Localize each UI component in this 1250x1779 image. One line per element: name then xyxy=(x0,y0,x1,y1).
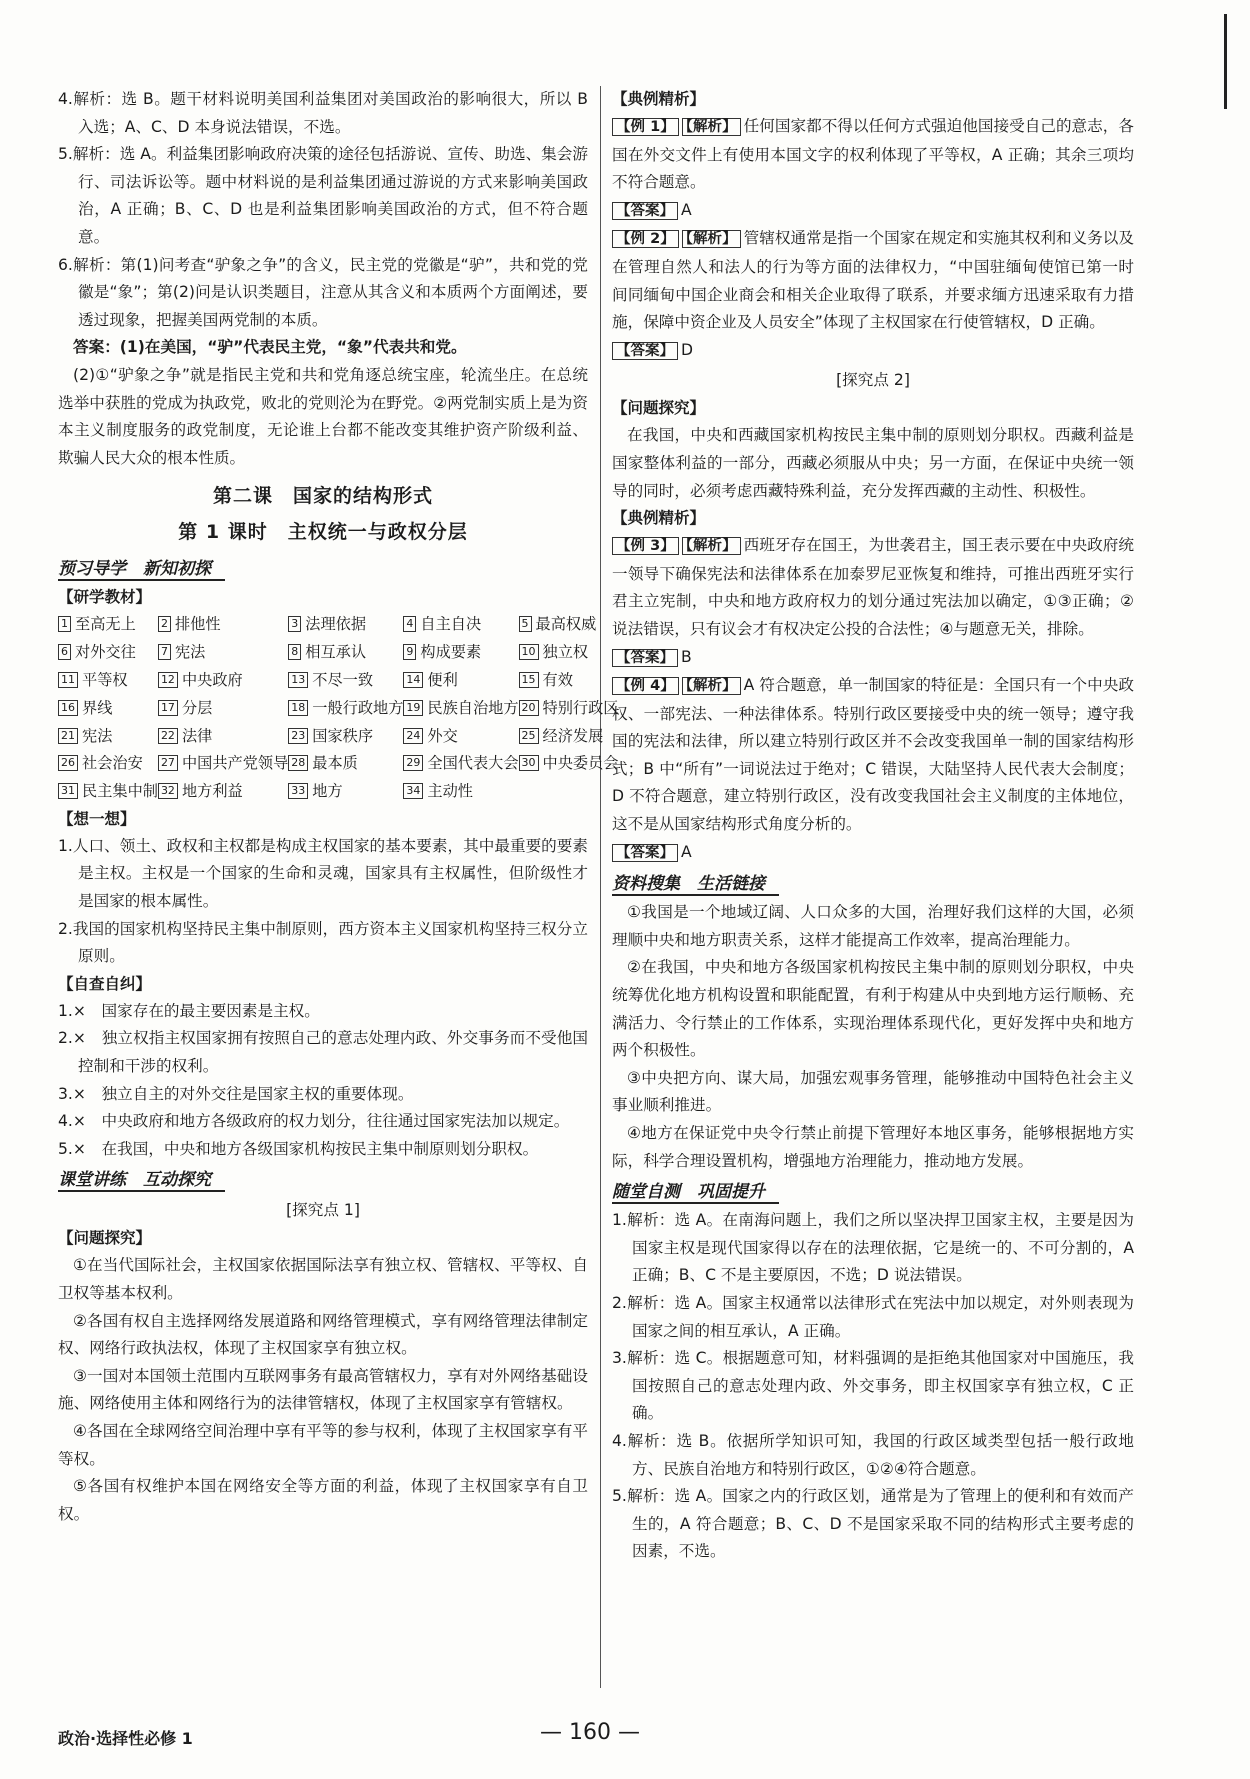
right-column xyxy=(612,86,1134,1566)
example-4-answer-value: A xyxy=(681,842,692,861)
term-text: 主动性 xyxy=(427,782,473,801)
answer-label: 【答案】 xyxy=(612,844,678,862)
term-number: 6 xyxy=(58,644,71,660)
term-text: 中央委员会 xyxy=(542,754,619,773)
term-item xyxy=(58,639,158,667)
term-text: 独立权 xyxy=(542,643,589,662)
footer-title: 政治·选择性必修 1 xyxy=(58,1729,193,1748)
term-item xyxy=(288,723,403,751)
section-info-label: 资料搜集 生活链接 xyxy=(612,874,779,896)
term-item xyxy=(519,639,619,667)
tag-examples-1: 【典例精析】 xyxy=(612,90,706,108)
example-3 xyxy=(612,532,1134,643)
test-2: 2.解析：选 A。国家主权通常以法律形式在宪法中加以规定，对外则表现为国家之间的相互承认，A 正确。 xyxy=(612,1293,1134,1340)
example-4-text: A 符合题意，单一制国家的特征是：全国只有一个中央政权、一部宪法、一种法律体系。特别行政区要接受中央的统一领导；遵守我国的宪法和法律，所以建立特别行政区并不会改变我国单一制的国家结构形式；B 中“所有”一词说法过于绝对；C 错误，大陆坚持人民代表大会制度；D 不符合题意，建立特别行政区，没有改变我国社会主义制度的主体地位，这不是从国家结构形式角度分析的。 xyxy=(612,676,1135,834)
check-2: 2.× 独立权指主权国家拥有按照自己的意志处理内政、外交事务而不受他国控制和干涉的权利。 xyxy=(58,1029,588,1076)
term-number: 18 xyxy=(288,700,308,716)
check-1: 1.× 国家存在的最主要因素是主权。 xyxy=(58,1001,320,1020)
term-number: 4 xyxy=(403,616,416,632)
analysis-label: 【解析】 xyxy=(682,537,741,555)
example-4 xyxy=(612,672,1134,839)
term-text: 中央政府 xyxy=(181,670,243,689)
example-2-text: 管辖权通常是指一个国家在规定和实施其权利和义务以及在管理自然人和法人的行为等方面的法律权力，“中国驻缅甸使馆已第一时间同缅甸中国企业商会和相关企业取得了联系，并要求缅方迅速采取有力措施，保障中资企业及人员安全”体现了主权国家在行使管辖权，D 正确。 xyxy=(612,229,1134,332)
term-item xyxy=(288,667,403,695)
section-class xyxy=(58,1165,588,1195)
test-3: 3.解析：选 C。根据题意可知，材料强调的是拒绝其他国家对中国施压，我国按照自己的意志处理内政、外交事务，即主权国家享有独立权，C 正确。 xyxy=(612,1349,1134,1423)
term-number: 8 xyxy=(288,644,301,660)
answer-label: 【答案】 xyxy=(612,649,678,667)
inquiry-2: ②各国有权自主选择网络发展道路和网络管理模式，享有网络管理法律制定权、网络行政执法权，体现了主权国家享有独立权。 xyxy=(58,1311,588,1358)
example-1-text: 任何国家都不得以任何方式强迫他国接受自己的意志，各国在外交文件上有使用本国文字的权利体现了平等权，A 正确；其余三项均不符合题意。 xyxy=(612,117,1134,192)
answer-5: 5.解析：选 A。利益集团影响政府决策的途径包括游说、宣传、助选、集会游行、司法诉讼等。题中材料说的是利益集团通过游说的方式来影响美国政治，A 正确；B、C、D 也是利益集团影响美国政治的方式，但不符合题意。 xyxy=(58,145,588,246)
inquiry-point-1: [探究点 1] xyxy=(286,1201,360,1220)
term-item xyxy=(519,723,619,751)
term-item xyxy=(158,723,288,751)
analysis-label: 【解析】 xyxy=(682,118,741,136)
think-2: 2.我国的国家机构坚持民主集中制原则，西方资本主义国家机构坚持三权分立原则。 xyxy=(58,919,588,966)
example-2-answer-value: D xyxy=(681,340,694,359)
term-item xyxy=(519,750,619,778)
section-preview-label: 预习导学 新知初探 xyxy=(58,559,225,581)
term-number: 17 xyxy=(158,700,178,716)
term-number: 34 xyxy=(403,783,423,799)
section-class-label: 课堂讲练 互动探究 xyxy=(58,1170,225,1192)
analysis-label: 【解析】 xyxy=(682,230,741,248)
term-number: 7 xyxy=(158,644,171,660)
term-text: 外交 xyxy=(427,726,458,745)
tag-inquiry-1: 【问题探究】 xyxy=(58,1229,152,1248)
term-text: 一般行政地方 xyxy=(312,698,404,717)
term-number: 26 xyxy=(58,755,78,771)
test-4: 4.解析：选 B。依据所学知识可知，我国的行政区域类型包括一般行政地方、民族自治地方和特别行政区，①②④符合题意。 xyxy=(612,1431,1134,1478)
answer-4: 4.解析：选 B。题干材料说明美国利益集团对美国政治的影响很大，所以 B 入选；A、C、D 本身说法错误，不选。 xyxy=(58,90,588,136)
term-number: 31 xyxy=(58,783,78,799)
section-info xyxy=(612,869,1134,899)
term-item xyxy=(519,611,619,639)
term-text: 排他性 xyxy=(174,615,221,634)
inquiry-3: ③一国对本国领土范围内互联网事务有最高管辖权力，享有对外网络基础设施、网络使用主体和网络行为的法律管辖权，体现了主权国家享有管辖权。 xyxy=(58,1366,588,1413)
term-text: 法理依据 xyxy=(305,615,366,634)
term-number: 10 xyxy=(519,644,539,660)
term-number: 12 xyxy=(158,672,178,688)
term-number: 30 xyxy=(519,755,539,771)
example-2 xyxy=(612,225,1134,336)
term-number: 19 xyxy=(403,700,423,716)
term-text: 对外交往 xyxy=(75,643,136,662)
example-1 xyxy=(612,113,1134,197)
term-text: 平等权 xyxy=(82,670,128,689)
term-text: 不尽一致 xyxy=(312,670,373,689)
page-number: — 160 — xyxy=(540,1720,640,1745)
term-number: 28 xyxy=(288,755,308,771)
term-number: 21 xyxy=(58,728,78,744)
term-number: 33 xyxy=(288,783,308,799)
term-text: 中国共产党领导 xyxy=(181,754,289,773)
term-text: 社会治安 xyxy=(82,754,143,773)
term-number: 13 xyxy=(288,672,308,688)
term-number: 5 xyxy=(519,616,532,632)
term-item xyxy=(58,750,158,778)
term-item xyxy=(288,778,403,806)
term-number: 32 xyxy=(158,783,178,799)
term-text: 全国代表大会 xyxy=(427,754,519,773)
term-text: 宪法 xyxy=(174,643,206,662)
term-item xyxy=(403,750,518,778)
lesson-title: 第二课 国家的结构形式 xyxy=(212,485,433,508)
tag-examples-2: 【典例精析】 xyxy=(612,509,706,528)
info-1: ①我国是一个地域辽阔、人口众多的大国，治理好我们这样的大国，必须理顺中央和地方职责关系，这样才能提高工作效率，提高治理能力。 xyxy=(612,903,1134,949)
term-number: 20 xyxy=(519,700,539,716)
term-item xyxy=(158,750,288,778)
term-item xyxy=(58,778,158,806)
edge-mark xyxy=(1224,14,1227,109)
example-3-label: 【例 3】 xyxy=(612,537,679,555)
term-text: 最高权威 xyxy=(535,615,597,634)
term-item xyxy=(403,611,518,639)
term-number: 15 xyxy=(519,672,539,688)
inquiry-point-2: [探究点 2] xyxy=(836,371,910,390)
info-3: ③中央把方向、谋大局，加强宏观事务管理，能够推动中国特色社会主义事业顺利推进。 xyxy=(612,1068,1134,1115)
section-test-label: 随堂自测 巩固提升 xyxy=(612,1182,779,1204)
term-item xyxy=(158,778,288,806)
tag-think: 【想一想】 xyxy=(58,809,136,828)
term-number: 9 xyxy=(403,644,416,660)
term-number: 27 xyxy=(158,755,178,771)
term-item xyxy=(288,750,403,778)
example-2-label: 【例 2】 xyxy=(612,230,679,248)
term-item xyxy=(158,667,288,695)
column-divider xyxy=(600,86,601,1688)
term-number: 3 xyxy=(288,616,301,632)
term-text: 最本质 xyxy=(312,754,358,773)
term-text: 构成要素 xyxy=(420,643,482,662)
answer-6: 6.解析：第(1)问考查“驴象之争”的含义，民主党的党徽是“驴”，共和党的党徽是“象”；第(2)问是认识类题目，注意从其含义和本质两个方面阐述，要透过现象，把握美国两党制的本质。 xyxy=(58,255,588,329)
term-text: 法律 xyxy=(181,726,213,745)
term-number: 2 xyxy=(158,616,171,632)
left-column xyxy=(58,86,619,1528)
term-text: 界线 xyxy=(82,698,113,717)
example-3-answer-value: B xyxy=(681,647,692,666)
term-number: 22 xyxy=(158,728,178,744)
info-2: ②在我国，中央和地方各级国家机构按民主集中制的原则划分职权，中央统筹优化地方机构设置和职能配置，有利于构建从中央到地方运行顺畅、充满活力、令行禁止的工作体系，实现治理体系现代化，更好发挥中央和地方两个积极性。 xyxy=(612,958,1134,1060)
inquiry-point-2-text: 在我国，中央和西藏国家机构按民主集中制的原则划分职权。西藏利益是国家整体利益的一部分，西藏必须服从中央；另一方面，在保证中央统一领导的同时，必须考虑西藏特殊利益，充分发挥西藏的主动性、积极性。 xyxy=(612,426,1134,500)
term-text: 自主自决 xyxy=(420,615,482,634)
term-text: 国家秩序 xyxy=(312,726,373,745)
think-1: 1.人口、领土、政权和主权都是构成主权国家的基本要素，其中最重要的要素是主权。主权是一个国家的生命和灵魂，国家具有主权属性，但阶级性才是国家的根本属性。 xyxy=(58,836,588,911)
term-number: 14 xyxy=(403,672,423,688)
term-item xyxy=(58,667,158,695)
period-title: 第 1 课时 主权统一与政权分层 xyxy=(178,521,468,544)
term-item xyxy=(288,695,403,723)
check-5: 5.× 在我国，中央和地方各级国家机构按民主集中制原则划分职权。 xyxy=(58,1139,539,1158)
term-item xyxy=(58,723,158,751)
term-number: 16 xyxy=(58,700,78,716)
section-test xyxy=(612,1177,1134,1207)
test-1: 1.解析：选 A。在南海问题上，我们之所以坚决捍卫国家主权，主要是因为国家主权是现代国家得以存在的法理依据，它是统一的、不可分割的，A 正确；B、C 不是主要原因，不选；D 说法错误。 xyxy=(612,1211,1134,1285)
term-item xyxy=(403,667,518,695)
term-text: 民族自治地方 xyxy=(427,698,519,717)
term-text: 便利 xyxy=(427,670,458,689)
term-item xyxy=(403,695,518,723)
term-item xyxy=(288,611,403,639)
example-4-label: 【例 4】 xyxy=(612,677,679,695)
check-4: 4.× 中央政府和地方各级政府的权力划分，往往通过国家宪法加以规定。 xyxy=(58,1112,570,1131)
term-text: 相互承认 xyxy=(305,643,366,662)
term-item xyxy=(58,611,158,639)
term-text: 至高无上 xyxy=(75,615,136,634)
example-3-text: 西班牙存在国王，为世袭君主，国王表示要在中央政府统一领导下确保宪法和法律体系在加泰罗尼亚恢复和维持，可推出西班牙实行君主立宪制，中央和地方政府权力的划分通过宪法加以确定，①③正确；②说法错误，只有议会才有权决定公投的合法性；④与题意无关，排除。 xyxy=(612,536,1134,638)
tag-check: 【自查自纠】 xyxy=(58,974,152,993)
term-item xyxy=(403,639,518,667)
term-text: 经济发展 xyxy=(542,726,604,745)
term-item xyxy=(158,695,288,723)
term-item xyxy=(158,611,288,639)
term-text: 特别行政区 xyxy=(542,698,619,717)
inquiry-1: ①在当代国际社会，主权国家依据国际法享有独立权、管辖权、平等权、自卫权等基本权利。 xyxy=(58,1256,588,1303)
term-text: 民主集中制 xyxy=(82,782,158,801)
analysis-label: 【解析】 xyxy=(682,677,741,695)
inquiry-5: ⑤各国有权维护本国在网络安全等方面的利益，体现了主权国家享有自卫权。 xyxy=(58,1477,588,1523)
term-number: 25 xyxy=(519,728,539,744)
section-preview xyxy=(58,554,588,584)
answer-6-key-2: (2)①“驴象之争”就是指民主党和共和党角逐总统宝座，轮流坐庄。在总统选举中获胜的党成为执政党，败北的党则沦为在野党。②两党制实质上是为资本主义制度服务的政党制度，无论谁上台都不能改变其维护资产阶级利益、欺骗人民大众的根本性质。 xyxy=(58,365,588,467)
example-1-answer-value: A xyxy=(681,200,692,219)
term-text: 地方 xyxy=(312,782,343,801)
answer-label: 【答案】 xyxy=(612,342,678,360)
answer-6-key-1: 答案：(1)在美国，“驴”代表民主党，“象”代表共和党。 xyxy=(73,338,467,357)
test-5: 5.解析：选 A。国家之内的行政区划，通常是为了管理上的便利和有效而产生的，A 符合题意；B、C、D 不是国家采取不同的结构形式主要考虑的因素，不选。 xyxy=(612,1487,1134,1561)
term-text: 宪法 xyxy=(82,726,113,745)
term-item xyxy=(519,695,619,723)
term-number: 11 xyxy=(58,672,78,688)
example-4-answer xyxy=(612,839,1134,868)
term-text: 有效 xyxy=(542,670,573,689)
check-3: 3.× 独立自主的对外交往是国家主权的重要体现。 xyxy=(58,1084,414,1103)
term-text: 地方利益 xyxy=(181,782,243,801)
example-3-answer xyxy=(612,644,1134,673)
inquiry-4: ④各国在全球网络空间治理中享有平等的参与权利，体现了主权国家享有平等权。 xyxy=(58,1421,588,1468)
term-number: 29 xyxy=(403,755,423,771)
term-item xyxy=(158,639,288,667)
example-1-answer xyxy=(612,197,1134,226)
info-4: ④地方在保证党中央令行禁止前提下管理好本地区事务，能够根据地方实际，科学合理设置机构，增强地方治理能力，推动地方发展。 xyxy=(612,1124,1134,1170)
term-number: 23 xyxy=(288,728,308,744)
tag-inquiry-2: 【问题探究】 xyxy=(612,399,706,418)
term-number: 1 xyxy=(58,616,71,632)
tag-study: 【研学教材】 xyxy=(58,588,152,607)
example-1-label: 【例 1】 xyxy=(612,118,679,136)
term-item xyxy=(58,695,158,723)
term-item xyxy=(519,667,619,695)
term-number: 24 xyxy=(403,728,423,744)
term-item xyxy=(403,723,518,751)
term-text: 分层 xyxy=(181,698,213,717)
term-item xyxy=(288,639,403,667)
example-2-answer xyxy=(612,337,1134,366)
term-item xyxy=(403,778,518,806)
terms-grid xyxy=(58,611,619,806)
answer-label: 【答案】 xyxy=(612,202,678,220)
